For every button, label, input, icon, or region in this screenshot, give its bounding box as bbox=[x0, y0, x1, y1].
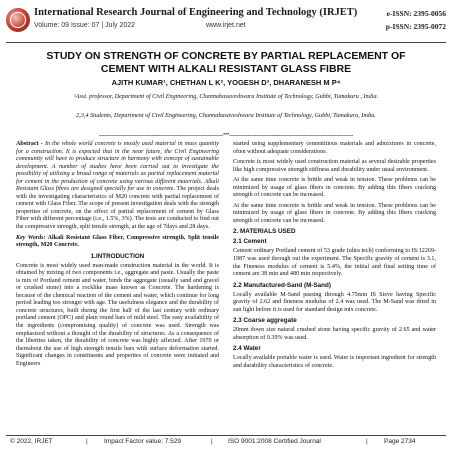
title-line-2: CEMENT WITH ALKALI RESISTANT GLASS FIBRE bbox=[100, 63, 352, 75]
cement-paragraph: Cement ordinary Portland cement of 53 grade (ultra tech) conforming to IS:12269-1987 was used through out the experiment. The Specific gravity of cement is 3.1, the Fineness modulus of cement is 5.4%, the initial and final setting time of cement are 38 min and 480 min respectively. bbox=[233, 248, 436, 278]
footer-divider-1: | bbox=[86, 438, 88, 445]
journal-website[interactable]: www.irjet.net bbox=[206, 22, 246, 29]
abstract-italic: In the whole world concrete is mostly used material in mass quantity for a construction. It is expected that in the near future, the Civil Engineering community will have to produce structure in harmony with concept of sustainable development. A number of studies have been carried out to investigate the possibility of utilizing a broad range of materials as partial replacement material for cement in the production of concrete using various different materials. Alkali Resistant Glass fibres are designed specially for use in concrete. bbox=[16, 141, 219, 193]
paragraph-2: Concrete is most widely used construction material as several desirable properties like high compressive strength stiffness and durability under usual environment. bbox=[233, 159, 436, 173]
abstract bbox=[16, 141, 219, 232]
keywords-label: Key Words bbox=[16, 234, 44, 241]
keywords-text: : Alkali Resistant Glass Fiber, Compressive strength, Split tensile strength, M20 Concrete. bbox=[16, 234, 219, 249]
affiliation-1: ¹Asst. professor, Department of Civil Engineering, Channabasaveshwara Institute of Technology, Gubbi, Tumakuru , India. bbox=[73, 93, 379, 100]
journal-title: International Research Journal of Engineering and Technology (IRJET) bbox=[34, 7, 358, 18]
footer-divider-2: | bbox=[211, 438, 213, 445]
affiliation-2: 2,3,4 Students, Department of Civil Engineering, Channabasaveshwara Institute of Technology, Gubbi, Tumakuru, India. bbox=[76, 112, 376, 119]
intro-heading: 1.INTRODUCTION bbox=[90, 252, 145, 260]
cement-heading: 2.1 Cement bbox=[233, 238, 267, 246]
right-column bbox=[233, 141, 436, 373]
coarse-aggregate-paragraph: 20mm down size natural crushed stone having specific gravity of 2.65 and water absorption of 0.39% was used. bbox=[233, 327, 436, 341]
pissn: p-ISSN: 2395-0072 bbox=[385, 22, 446, 31]
abstract-label: Abstract - bbox=[16, 141, 45, 147]
irjet-logo bbox=[6, 8, 30, 32]
footer-rule bbox=[6, 435, 446, 436]
water-heading: 2.4 Water bbox=[233, 345, 261, 353]
title-line-1: STUDY ON STRENGTH OF CONCRETE BY PARTIAL REPLACEMENT OF bbox=[46, 50, 406, 62]
coarse-aggregate-heading: 2.3 Coarse aggregate bbox=[233, 317, 297, 325]
paragraph-4: At the same time concrete is brittle and weak in tension. These problems can be minimized by usage of glass fibers in concrete. By adding this fibers cracking strength of concrete can be increased. bbox=[233, 202, 436, 224]
journal-header bbox=[6, 6, 446, 42]
abstract-plain: The project deals with the investigating characteristics of M20 concrete with partial replacement of cement with Glass Fiber. The scope of present investigation deals with the strength properties of concrete, on the effect of partial replacement of cement by Glass Fiber with different percentage (i.e., 1.5%, 3%). The tests are conducted to find out the compressive strength, split tensile strength, at the age of 7days and 28 days. bbox=[16, 186, 219, 231]
footer-page-number: Page 2734 bbox=[384, 438, 416, 445]
msand-paragraph: Locally available M-Sand passing through 4.75mm IS Sieve having Specific gravity of 2.62 and fineness modulus of 2.4 was used. The M-Sand was dried in sun light before it is used for standard design mix concrete. bbox=[233, 291, 436, 313]
footer-impact-factor: Impact Factor value: 7.529 bbox=[104, 438, 181, 445]
msand-heading: 2.2 Manufactured-Sand (M-Sand) bbox=[233, 281, 331, 289]
header-rule bbox=[6, 42, 446, 43]
volume-issue: Volume: 09 Issue: 07 | July 2022 bbox=[34, 22, 136, 29]
footer-copyright: © 2022, IRJET bbox=[10, 438, 53, 445]
author-list: AJITH KUMAR¹, CHETHAN L K², YOGESH D³, DHARANESH M P⁴ bbox=[111, 78, 341, 87]
section-separator: -------------------------------------------------------------------------***------------------------------------------------------------------------- bbox=[98, 133, 354, 139]
paper-title bbox=[20, 50, 432, 76]
footer-divider-3: | bbox=[366, 438, 368, 445]
materials-heading: 2. MATERIALS USED bbox=[233, 228, 296, 236]
intro-paragraph: Concrete is most widely used man-made construction material in the world. It is obtained by mixing of two components i.e., aggregate and paste. Usually the paste is mix of Portland cement and water, binds the aggregate (usually sand and gravel or crushed stone) into a rocklike mass known as Concrete. The hardening is because of the chemical reaction of the cement and water, which continue for long period leading too stronger with age. The usefulness elegance and the durability of concrete structures, built during the first half of the last century with ordinary portland cement (OPC) and plain round bars of mild steel. The easy availability of the ingredients (compromising quality) of concrete was used. Strength was emphasized without a thought of the durability of structures. As a consequence of the liberties taken, the durability of concrete was highly affected. After 1970 or thereabout the use of high strength tensile bars with surface deformation started. Significant changes in constituents and properties of concrete were initiated and Engineers bbox=[16, 262, 219, 367]
eissn: e-ISSN: 2395-0056 bbox=[386, 9, 446, 18]
footer-iso: ISO 9001:2008 Certified Journal bbox=[228, 438, 321, 445]
keywords bbox=[16, 235, 219, 250]
left-column bbox=[16, 141, 219, 371]
water-paragraph: Locally available portable water is used. Water is important ingredient for strength and durability characteristics of concrete. bbox=[233, 355, 436, 369]
paragraph-3: At the same time concrete is brittle and weak in tension. These problems can be minimized by usage of glass fibers in concrete. By adding this fibers cracking strength of concrete can be increased. bbox=[233, 177, 436, 199]
intro-continued: started using supplementary cementitious materials and admixtures in concrete, often without adequate considerations. bbox=[233, 141, 436, 155]
